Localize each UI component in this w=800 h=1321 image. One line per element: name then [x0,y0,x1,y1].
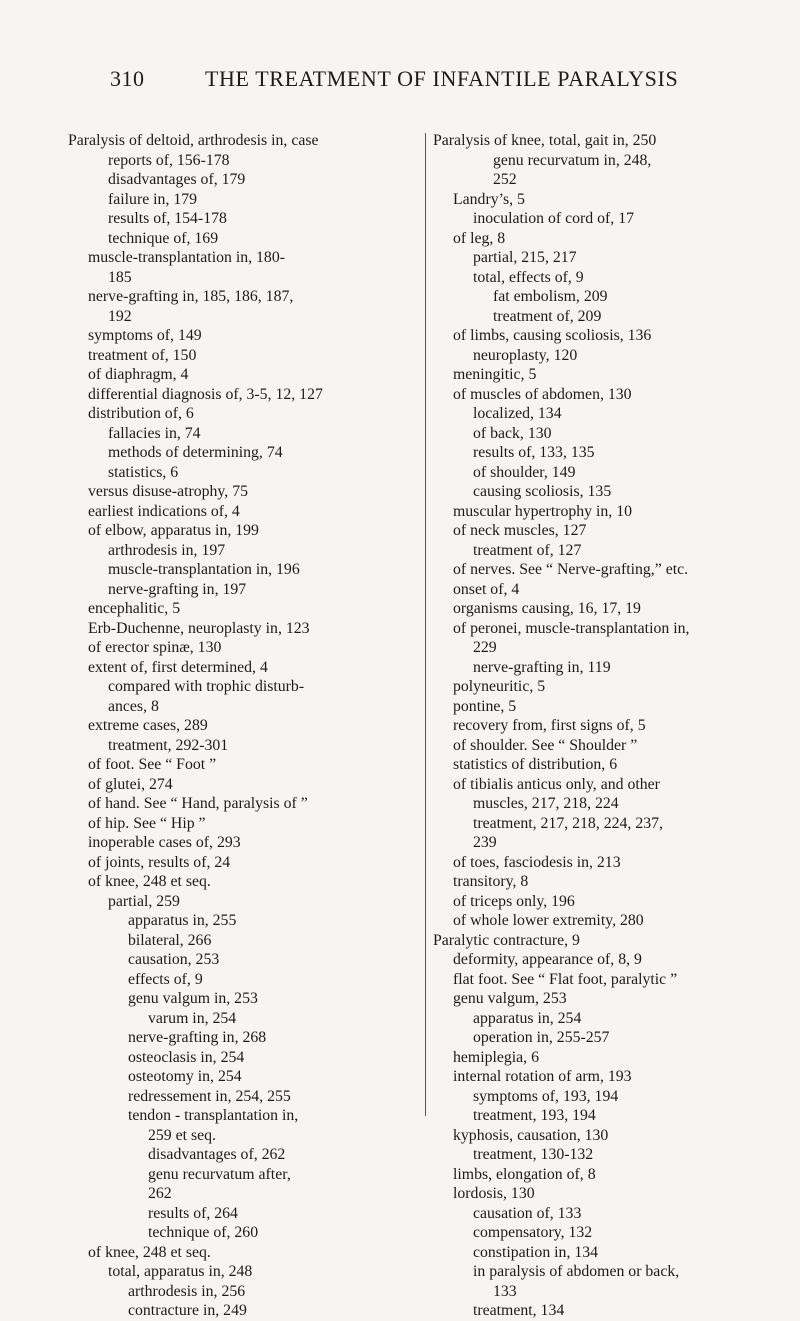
index-entry: treatment, 134 [473,1302,565,1319]
index-entry: treatment of, 150 [88,346,197,364]
index-entry: onset of, 4 [453,580,520,598]
index-entry: localized, 134 [473,405,562,422]
index-entry: pontine, 5 [453,697,517,715]
index-entry: flat foot. See “ Flat foot, paralytic ” [453,970,678,988]
index-entry: distribution of, 6 [88,405,194,422]
index-column-right [433,131,785,1321]
index-entry: of glutei, 274 [88,775,173,793]
index-entry: treatment, 292-301 [108,736,229,754]
index-entry: of diaphragm, 4 [88,366,189,383]
index-entry: osteoclasis in, 254 [128,1048,245,1066]
index-entry: nerve-grafting in, 197 [108,580,247,598]
index-entry: results of, 133, 135 [473,444,595,461]
index-entry: methods of determining, 74 [108,444,283,461]
index-entry: of nerves. See “ Nerve-grafting,” etc. [453,561,689,578]
index-entry: of shoulder. See “ Shoulder ” [453,736,638,754]
index-entry: of triceps only, 196 [453,892,575,910]
index-entry: varum in, 254 [148,1009,237,1027]
index-entry: of whole lower extremity, 280 [453,912,644,929]
index-entry: treatment, 130-132 [473,1146,594,1163]
index-entry: fat embolism, 209 [493,288,608,305]
index-entry: fallacies in, 74 [108,424,201,442]
column-divider [425,133,426,1116]
index-entry: compared with trophic disturb- [108,678,305,695]
index-entry: kyphosis, causation, 130 [453,1126,609,1144]
index-entry: arthrodesis in, 197 [108,541,226,559]
index-entry: internal rotation of arm, 193 [453,1068,632,1085]
index-entry: versus disuse-atrophy, 75 [88,483,248,500]
index-entry: deformity, appearance of, 8, 9 [453,951,642,968]
index-entry: total, apparatus in, 248 [108,1263,253,1280]
index-entry: reports of, 156-178 [108,151,230,169]
index-entry: differential diagnosis of, 3-5, 12, 127 [88,385,323,403]
index-entry: of shoulder, 149 [473,463,576,481]
index-entry: symptoms of, 149 [88,327,202,344]
index-entry: bilateral, 266 [128,931,212,949]
index-entry: tendon - transplantation in, [128,1107,299,1124]
index-entry: earliest indications of, 4 [88,502,240,520]
index-entry: Landry’s, 5 [453,190,525,208]
index-entry: transitory, 8 [453,873,529,890]
index-entry: hemiplegia, 6 [453,1048,539,1066]
index-entry: of knee, 248 et seq. [88,873,211,890]
index-entry: 133 [493,1282,517,1300]
index-entry: extreme cases, 289 [88,717,208,734]
index-entry: contracture in, 249 [128,1302,247,1319]
index-entry: genu valgum, 253 [453,990,567,1007]
index-entry: of leg, 8 [453,229,506,247]
page-number: 310 [110,66,145,91]
running-head: THE TREATMENT OF INFANTILE PARALYSIS [205,66,679,91]
index-entry: of neck muscles, 127 [453,522,587,539]
page-header [0,66,800,102]
index-entry: of tibialis anticus only, and other [453,775,660,793]
index-entry: technique of, 260 [148,1224,259,1241]
index-entry: 185 [108,268,132,286]
index-entry: encephalitic, 5 [88,600,181,617]
index-entry: compensatory, 132 [473,1224,593,1241]
index-entry: treatment, 217, 218, 224, 237, [473,814,663,832]
index-entry: organisms causing, 16, 17, 19 [453,600,641,617]
index-entry: lordosis, 130 [453,1185,535,1202]
index-entry: disadvantages of, 179 [108,171,246,188]
index-entry: meningitic, 5 [453,366,537,383]
index-entry: osteotomy in, 254 [128,1068,242,1085]
index-entry: results of, 154-178 [108,210,227,227]
index-entry: of knee, 248 et seq. [88,1243,211,1261]
index-entry: causation, 253 [128,951,220,968]
index-entry: 192 [108,307,132,325]
index-entry: limbs, elongation of, 8 [453,1165,596,1183]
index-entry: apparatus in, 254 [473,1009,582,1027]
index-entry: treatment of, 209 [493,307,602,325]
index-entry: 239 [473,834,497,851]
index-entry: muscle-transplantation in, 180- [88,249,285,266]
index-entry: of back, 130 [473,424,552,442]
index-entry: muscles, 217, 218, 224 [473,795,619,812]
index-entry: technique of, 169 [108,229,219,247]
index-entry: causing scoliosis, 135 [473,483,612,500]
index-entry: extent of, first determined, 4 [88,658,268,676]
index-entry: Paralysis of knee, total, gait in, 250 [433,132,657,149]
index-entry: 229 [473,639,497,656]
index-entry: genu recurvatum after, [148,1165,291,1183]
index-column-left [68,131,420,1321]
index-entry: 259 et seq. [148,1126,217,1144]
index-entry: genu valgum in, 253 [128,990,258,1007]
index-entry: of joints, results of, 24 [88,853,231,871]
index-entry: partial, 215, 217 [473,249,577,266]
index-entry: in paralysis of abdomen or back, [473,1263,680,1280]
index-entry: partial, 259 [108,892,180,910]
index-entry: neuroplasty, 120 [473,346,578,364]
index-entry: ances, 8 [108,697,159,715]
index-entry: effects of, 9 [128,970,203,988]
index-entry: statistics, 6 [108,463,179,481]
index-entry: muscle-transplantation in, 196 [108,561,300,578]
index-entry: apparatus in, 255 [128,912,237,929]
index-entry: treatment of, 127 [473,541,582,559]
index-entry: causation of, 133 [473,1204,582,1222]
index-entry: of toes, fasciodesis in, 213 [453,853,621,871]
index-entry: disadvantages of, 262 [148,1146,286,1163]
index-entry: Erb-Duchenne, neuroplasty in, 123 [88,619,310,637]
index-entry: recovery from, first signs of, 5 [453,717,646,734]
index-entry: Paralysis of deltoid, arthrodesis in, case [68,132,319,149]
index-entry: constipation in, 134 [473,1243,599,1261]
index-entry: nerve-grafting in, 185, 186, 187, [88,288,294,305]
index-entry: statistics of distribution, 6 [453,756,618,773]
index-entry: muscular hypertrophy in, 10 [453,502,632,520]
index-entry: of peronei, muscle-transplantation in, [453,619,690,637]
index-entry: total, effects of, 9 [473,268,584,286]
index-entry: nerve-grafting in, 119 [473,658,611,676]
index-entry: symptoms of, 193, 194 [473,1087,619,1105]
index-entry: polyneuritic, 5 [453,678,546,695]
index-entry: of hip. See “ Hip ” [88,814,206,832]
index-entry: inoperable cases of, 293 [88,834,241,851]
index-entry: operation in, 255-257 [473,1029,610,1046]
index-entry: of hand. See “ Hand, paralysis of ” [88,795,308,812]
index-entry: of muscles of abdomen, 130 [453,385,632,403]
index-entry: arthrodesis in, 256 [128,1282,246,1300]
index-entry: of erector spinæ, 130 [88,639,222,656]
index-entry: of elbow, apparatus in, 199 [88,522,259,539]
index-entry: of limbs, causing scoliosis, 136 [453,327,652,344]
index-entry: 262 [148,1185,172,1202]
index-entry: failure in, 179 [108,190,198,208]
index-entry: of foot. See “ Foot ” [88,756,217,773]
index-entry: genu recurvatum in, 248, [493,151,652,169]
index-entry: inoculation of cord of, 17 [473,210,635,227]
index-entry: redressement in, 254, 255 [128,1087,291,1105]
index-entry: Paralytic contracture, 9 [433,931,580,949]
index-entry: 252 [493,171,517,188]
index-entry: nerve-grafting in, 268 [128,1029,267,1046]
index-entry: results of, 264 [148,1204,238,1222]
index-entry: treatment, 193, 194 [473,1107,596,1124]
